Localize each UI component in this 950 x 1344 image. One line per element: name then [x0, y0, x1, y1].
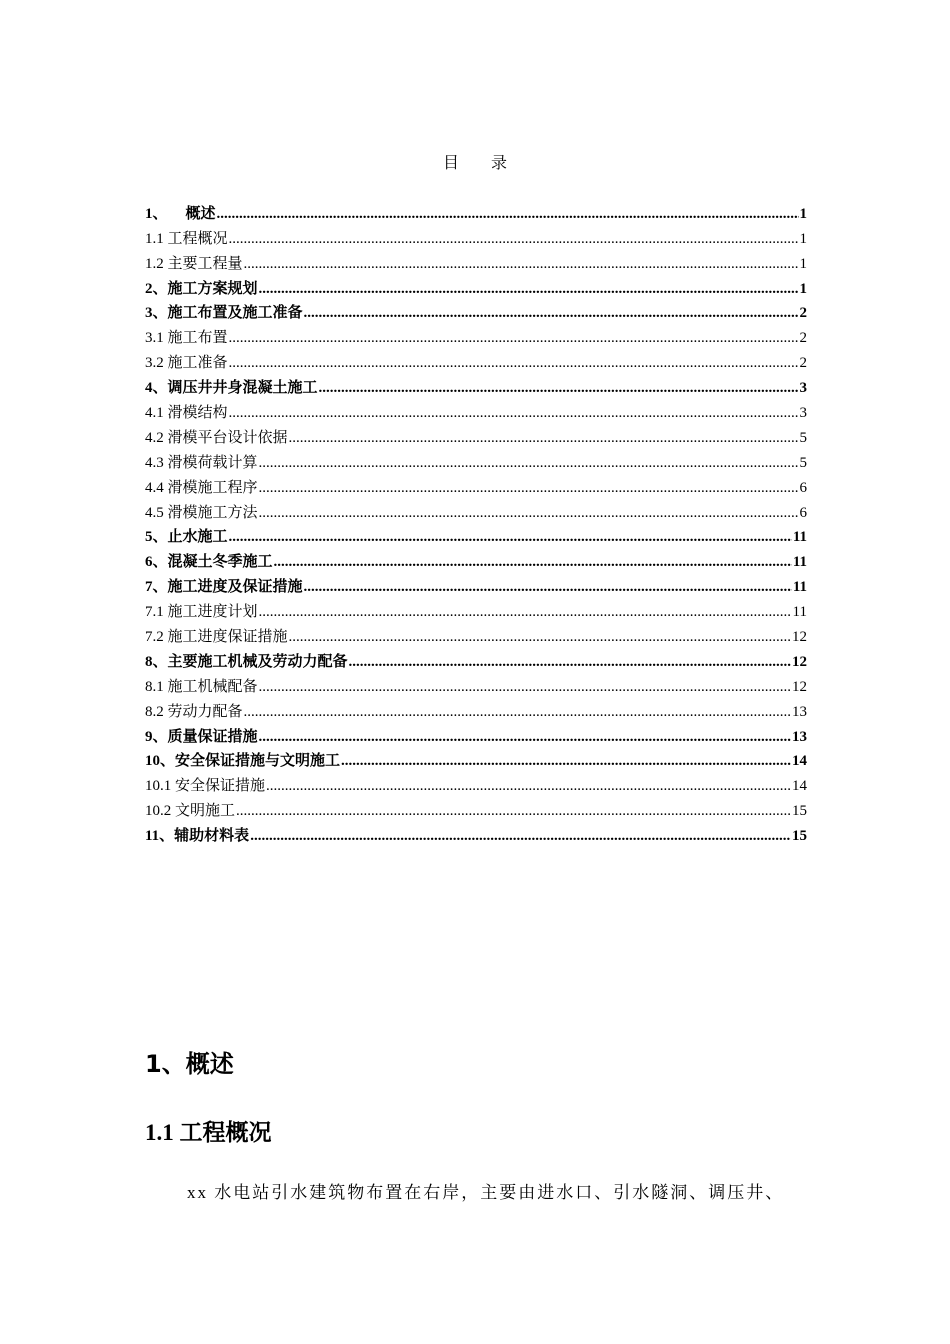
toc-entry-label: 3.1 施工布置 [145, 330, 228, 347]
toc-page-number: 12 [792, 653, 807, 670]
toc-page-number: 3 [799, 405, 807, 422]
toc-page-number: 3 [799, 380, 807, 397]
toc-leader-dots [259, 603, 792, 621]
toc-leader-dots [304, 578, 792, 596]
toc-entry-label: 7.2 施工进度保证措施 [145, 629, 288, 646]
body-paragraph: xx 水电站引水建筑物布置在右岸，主要由进水口、引水隧洞、调压井、 [187, 1183, 785, 1202]
toc-entry[interactable] [145, 621, 807, 646]
toc-leader-dots [244, 703, 791, 721]
toc-leader-dots [236, 802, 791, 820]
toc-entry[interactable] [145, 322, 807, 347]
toc-entry[interactable] [145, 646, 807, 671]
toc-entry[interactable] [145, 198, 807, 223]
toc-leader-dots [289, 628, 791, 646]
toc-page-number: 14 [792, 753, 807, 770]
toc-leader-dots [304, 304, 799, 322]
toc-entry-label: 4.4 滑模施工程序 [145, 479, 258, 496]
toc-entry[interactable] [145, 571, 807, 596]
toc-leader-dots [229, 230, 799, 248]
toc-entry[interactable] [145, 397, 807, 422]
toc-entry[interactable] [145, 422, 807, 447]
toc-entry-label: 4.3 滑模荷载计算 [145, 454, 258, 471]
toc-page-number: 5 [799, 429, 807, 446]
toc-leader-dots [217, 205, 799, 223]
toc-entry-label: 1.2 主要工程量 [145, 255, 243, 272]
toc-entry[interactable] [145, 820, 807, 845]
toc-leader-dots [259, 504, 799, 522]
toc-entry-label: 8、主要施工机械及劳动力配备 [145, 653, 348, 670]
toc-page-number: 1 [799, 205, 807, 222]
toc-leader-dots [274, 553, 792, 571]
toc-entry[interactable] [145, 472, 807, 497]
toc-leader-dots [229, 329, 799, 347]
toc-page-number: 2 [799, 305, 807, 322]
toc-page-number: 12 [792, 629, 807, 646]
toc-page-number: 2 [799, 355, 807, 372]
toc-entry-label-text: 概述 [185, 205, 216, 222]
toc-page-number: 15 [792, 803, 807, 820]
toc-entry-label: 11、辅助材料表 [145, 828, 250, 845]
toc-page-number: 13 [792, 728, 807, 745]
toc-leader-dots [341, 752, 791, 770]
toc-leader-dots [250, 827, 791, 845]
toc-entry-label: 1、 [145, 205, 168, 222]
toc-leader-dots [229, 528, 792, 546]
section-heading-1-1: 1.1 工程概况 [145, 1120, 272, 1145]
toc-entry-label: 8.2 劳动力配备 [145, 703, 243, 720]
toc-entry-label: 2、施工方案规划 [145, 280, 258, 297]
toc-entry[interactable] [145, 795, 807, 820]
toc-entry-label: 10、安全保证措施与文明施工 [145, 753, 341, 770]
toc-leader-dots [266, 777, 791, 795]
toc-page-number: 1 [799, 230, 807, 247]
toc-leader-dots [349, 653, 791, 671]
toc-entry-label: 4.5 滑模施工方法 [145, 504, 258, 521]
toc-page-number: 14 [792, 778, 807, 795]
toc-entry[interactable] [145, 721, 807, 746]
toc-page-number: 11 [792, 554, 807, 571]
toc-entry[interactable] [145, 671, 807, 696]
table-of-contents [145, 198, 807, 845]
toc-leader-dots [259, 479, 799, 497]
toc-page-number: 12 [792, 678, 807, 695]
toc-title: 目 录 [442, 155, 521, 172]
toc-entry-label: 3.2 施工准备 [145, 355, 228, 372]
toc-page-number: 6 [799, 504, 807, 521]
toc-leader-dots [259, 678, 791, 696]
toc-entry-label: 4.1 滑模结构 [145, 405, 228, 422]
toc-leader-dots [229, 404, 799, 422]
toc-page-number: 6 [799, 479, 807, 496]
toc-entry-label: 8.1 施工机械配备 [145, 678, 258, 695]
toc-leader-dots [259, 728, 791, 746]
toc-leader-dots [259, 454, 799, 472]
toc-entry[interactable] [145, 248, 807, 273]
toc-leader-dots [229, 354, 799, 372]
toc-entry[interactable] [145, 522, 807, 547]
toc-entry[interactable] [145, 298, 807, 323]
toc-entry[interactable] [145, 347, 807, 372]
toc-page-number: 5 [799, 454, 807, 471]
toc-entry[interactable] [145, 223, 807, 248]
toc-entry[interactable] [145, 273, 807, 298]
toc-entry[interactable] [145, 696, 807, 721]
toc-entry-label: 10.2 文明施工 [145, 803, 236, 820]
toc-entry-label: 10.1 安全保证措施 [145, 778, 266, 795]
toc-entry[interactable] [145, 372, 807, 397]
toc-entry-label: 7、施工进度及保证措施 [145, 579, 303, 596]
toc-page-number: 1 [799, 255, 807, 272]
toc-entry-label: 7.1 施工进度计划 [145, 604, 258, 621]
toc-page-number: 1 [799, 280, 807, 297]
toc-entry-label: 6、混凝土冬季施工 [145, 554, 273, 571]
toc-leader-dots [319, 379, 799, 397]
toc-page-number: 15 [792, 828, 807, 845]
toc-leader-dots [244, 255, 799, 273]
toc-entry-label: 3、施工布置及施工准备 [145, 305, 303, 322]
toc-page-number: 11 [792, 529, 807, 546]
toc-entry-label: 4.2 滑模平台设计依据 [145, 429, 288, 446]
toc-entry[interactable] [145, 546, 807, 571]
toc-entry-label: 9、质量保证措施 [145, 728, 258, 745]
toc-leader-dots [289, 429, 799, 447]
toc-entry[interactable] [145, 447, 807, 472]
toc-page-number: 11 [792, 579, 807, 596]
toc-entry[interactable] [145, 596, 807, 621]
toc-entry-label: 5、止水施工 [145, 529, 228, 546]
toc-entry-label: 4、调压井井身混凝土施工 [145, 380, 318, 397]
toc-page-number: 2 [799, 330, 807, 347]
toc-page-number: 11 [792, 604, 807, 621]
toc-entry[interactable] [145, 746, 807, 771]
toc-entry[interactable] [145, 497, 807, 522]
toc-leader-dots [259, 280, 799, 298]
toc-entry[interactable] [145, 770, 807, 795]
toc-entry-label: 1.1 工程概况 [145, 230, 228, 247]
section-heading-1: 1、概述 [145, 1050, 234, 1078]
toc-page-number: 13 [792, 703, 807, 720]
